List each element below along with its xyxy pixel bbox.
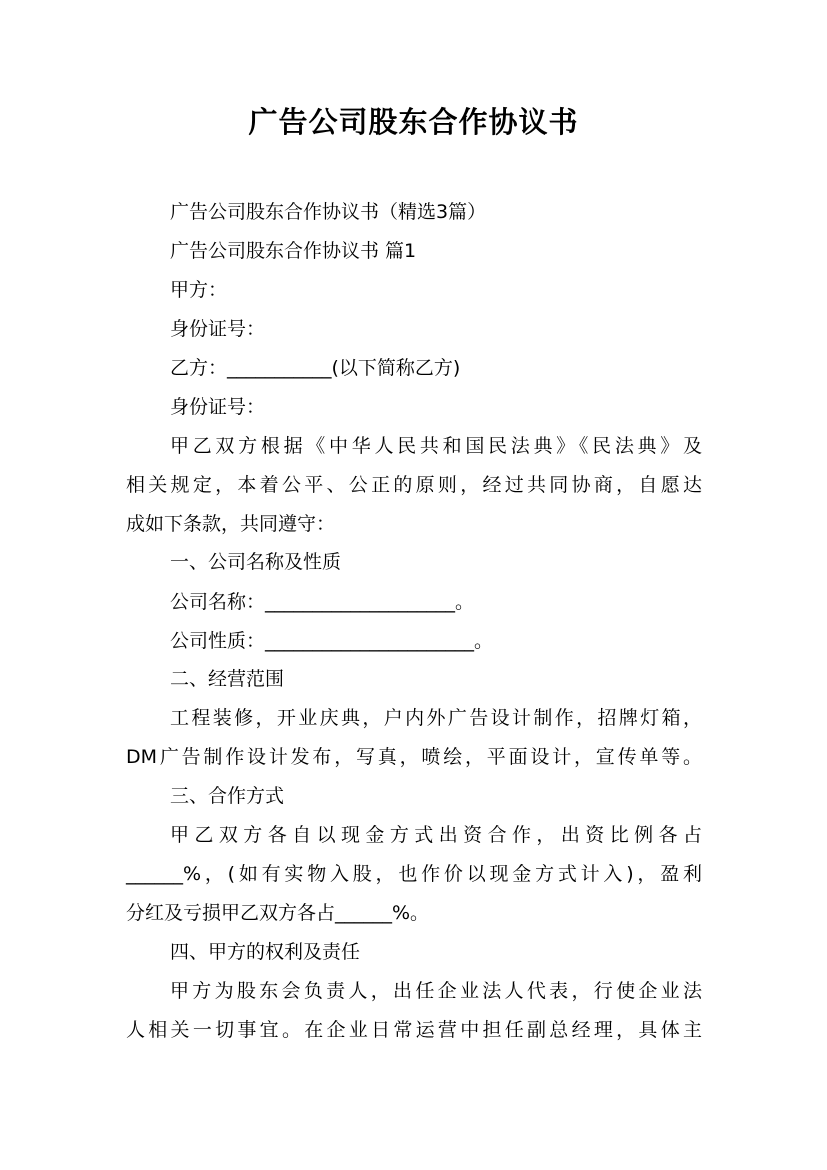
party-a-rights-line-2: 人相关一切事宜。在企业日常运营中担任副总经理，具体主 xyxy=(126,1019,702,1041)
section-heading-4: 四、甲方的权利及责任 xyxy=(170,941,361,963)
subtitle-line: 广告公司股东合作协议书（精选3篇） xyxy=(170,201,487,223)
party-a-label: 甲方： xyxy=(170,279,228,301)
party-a-rights-line-1: 甲方为股东会负责人，出任企业法人代表，行使企业法 xyxy=(170,980,702,1002)
cooperation-line-3: 分红及亏损甲乙双方各占______%。 xyxy=(126,902,430,924)
scope-line-2: DM广告制作设计发布，写真，喷绘，平面设计，宣传单等。 xyxy=(126,746,702,768)
document-title: 广告公司股东合作协议书 xyxy=(248,105,579,139)
cooperation-line-2: ______%，(如有实物入股，也作价以现金方式计入)，盈利 xyxy=(126,863,702,885)
section-heading-1: 一、公司名称及性质 xyxy=(170,551,342,573)
party-a-id-label: 身份证号： xyxy=(170,318,266,340)
party-b-label: 乙方：___________(以下简称乙方) xyxy=(170,357,461,379)
section-heading-2: 二、经营范围 xyxy=(170,668,285,690)
chapter-heading: 广告公司股东合作协议书 篇1 xyxy=(170,240,417,262)
preamble-line-3: 成如下条款，共同遵守： xyxy=(126,513,336,535)
company-nature-line: 公司性质：______________________。 xyxy=(170,630,494,652)
preamble-line-2: 相关规定，本着公平、公正的原则，经过共同协商，自愿达 xyxy=(126,474,702,496)
party-b-id-label: 身份证号： xyxy=(170,396,266,418)
preamble-line-1: 甲乙双方根据《中华人民共和国民法典》《民法典》及 xyxy=(170,435,702,457)
section-heading-3: 三、合作方式 xyxy=(170,785,285,807)
company-name-line: 公司名称：____________________。 xyxy=(170,591,475,613)
cooperation-line-1: 甲乙双方各自以现金方式出资合作，出资比例各占 xyxy=(170,824,702,846)
scope-line-1: 工程装修，开业庆典，户内外广告设计制作，招牌灯箱， xyxy=(170,707,702,729)
